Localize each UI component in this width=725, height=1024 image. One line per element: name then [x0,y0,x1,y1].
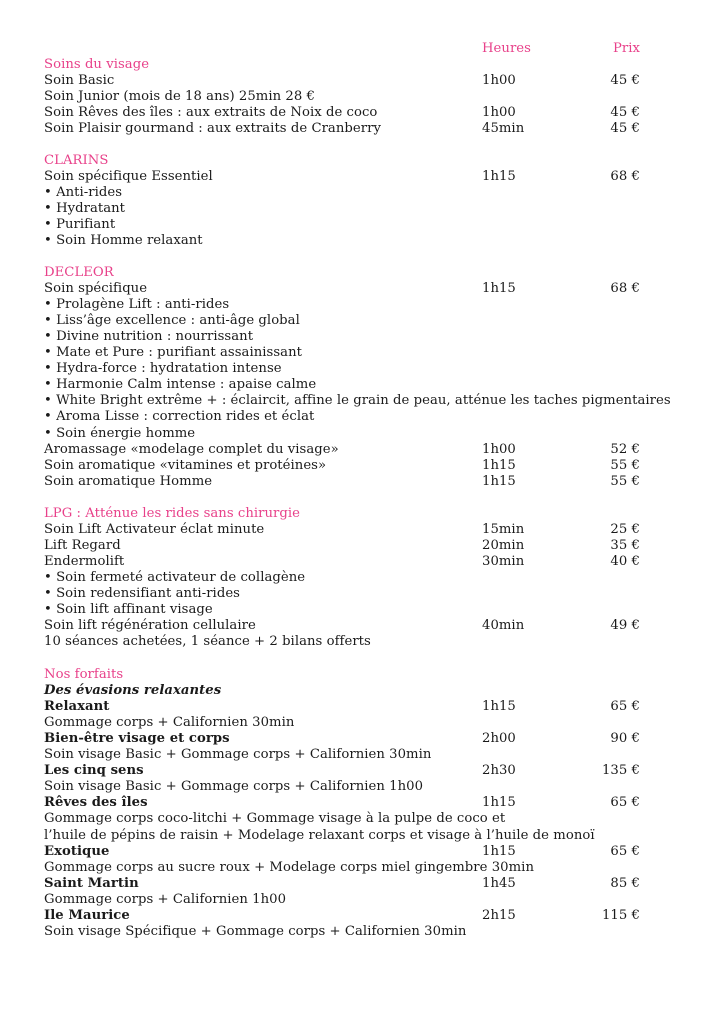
service-duration: 45min [482,121,525,137]
service-duration: 40min [482,618,525,634]
service-name: • Mate et Pure : purifiant assainissant [44,345,302,361]
service-price: 115 € [601,907,640,923]
service-row [44,458,640,474]
service-duration: 1h15 [482,169,516,185]
service-row [44,618,640,634]
section-title: LPG : Atténue les rides sans chirurgie [44,506,301,521]
service-price: 52 € [610,441,640,457]
service-duration: 1h00 [482,73,516,89]
service-name: Exotique [44,843,110,859]
service-duration: 30min [482,554,525,570]
section-title: Soins du visage [44,57,150,72]
service-row [44,217,640,233]
service-name: Soin Plaisir gourmand : aux extraits de Cranberry [44,121,381,137]
service-row [44,699,640,715]
service-name: • Purifiant [44,217,116,233]
service-row [44,121,640,137]
service-row [44,908,640,924]
service-duration: 1h00 [482,105,516,121]
service-name: Soin Junior (mois de 18 ans) 25min 28 € [44,89,315,105]
service-price: 65 € [610,843,640,859]
service-row [44,586,640,602]
service-row [44,281,640,297]
service-name: • Soin énergie homme [44,425,196,441]
service-row [44,474,640,490]
service-price: 25 € [610,522,640,538]
service-name: Soin Rêves des îles : aux extraits de Noix de coco [44,105,378,121]
service-price: 68 € [610,169,640,185]
service-duration: 1h15 [482,843,516,859]
service-name: • Hydratant [44,201,126,217]
service-row [44,329,640,345]
service-row [44,201,640,217]
service-row [44,169,640,185]
package-description: Gommage corps au sucre roux + Modelage corps miel gingembre 30min [44,859,534,875]
service-duration: 1h15 [482,795,516,811]
service-name: Soin aromatique Homme [44,473,213,489]
service-duration: 1h45 [482,875,516,891]
section-title: DECLEOR [44,265,114,280]
service-row [44,409,640,425]
service-duration: 1h15 [482,281,516,297]
service-name: Soin spécifique Essentiel [44,169,213,185]
service-name: Soin spécifique [44,281,148,297]
service-name: Soin Basic [44,73,115,89]
service-row [44,185,640,201]
service-row [44,570,640,586]
service-duration: 20min [482,538,525,554]
service-duration: 2h00 [482,731,516,747]
service-name: Soin Lift Activateur éclat minute [44,522,265,538]
service-row [44,602,640,618]
service-name: Soin lift régénération cellulaire [44,618,256,634]
package-description: l’huile de pépins de raisin + Modelage relaxant corps et visage à l’huile de monoï [44,827,595,843]
service-row [44,442,640,458]
section-subtitle: Des évasions relaxantes [44,683,222,699]
service-name: Aromassage «modelage complet du visage» [44,441,339,457]
service-row [44,763,640,779]
prix-header: Prix [613,41,641,56]
package-description: Gommage corps coco-litchi + Gommage visage à la pulpe de coco et [44,811,506,827]
service-row [44,233,640,249]
service-duration: 1h15 [482,699,516,715]
service-name: • Aroma Lisse : correction rides et éclat [44,409,315,425]
service-name: • Soin lift affinant visage [44,602,213,618]
service-name: • Hydra-force : hydratation intense [44,361,282,377]
service-price: 40 € [610,554,640,570]
service-row [44,554,640,570]
service-row [44,634,640,650]
service-price: 135 € [601,763,640,779]
service-row [44,522,640,538]
service-price: 65 € [610,795,640,811]
service-name: Rêves des îles [44,795,148,811]
service-name: 10 séances achetées, 1 séance + 2 bilans offerts [44,634,371,650]
service-row [44,297,640,313]
service-price: 49 € [610,618,640,634]
service-row [44,731,640,747]
service-row [44,795,640,811]
service-name: Soin aromatique «vitamines et protéines» [44,457,327,473]
service-price: 35 € [610,538,640,554]
service-row [44,393,671,409]
service-row [44,876,640,892]
service-name: • Divine nutrition : nourrissant [44,329,254,345]
service-price: 45 € [610,73,640,89]
service-row [44,105,640,121]
service-price: 65 € [610,699,640,715]
service-name: • Anti-rides [44,185,123,201]
service-name: Ile Maurice [44,907,130,923]
service-price: 68 € [610,281,640,297]
package-description: Soin visage Spécifique + Gommage corps + Californien 30min [44,923,467,939]
service-name: Saint Martin [44,875,139,891]
service-name: • Soin fermeté activateur de collagène [44,570,306,586]
service-name: • White Bright extrême + : éclaircit, affine le grain de peau, atténue les taches pigmentaires [44,393,671,409]
service-row [44,361,640,377]
service-row [44,89,640,105]
service-duration: 1h15 [482,473,516,489]
service-name: Les cinq sens [44,763,144,779]
service-row [44,538,640,554]
service-price: 45 € [610,121,640,137]
service-duration: 1h00 [482,441,516,457]
service-row [44,426,640,442]
package-description: Gommage corps + Californien 1h00 [44,891,287,907]
service-duration: 15min [482,522,525,538]
section-title: CLARINS [44,153,109,168]
service-name: • Soin redensifiant anti-rides [44,586,240,602]
heures-header: Heures [482,41,531,56]
service-price: 90 € [610,731,640,747]
service-duration: 2h30 [482,763,516,779]
service-name: • Soin Homme relaxant [44,233,203,249]
package-description: Soin visage Basic + Gommage corps + Californien 1h00 [44,779,424,795]
service-row [44,345,640,361]
package-description: Gommage corps + Californien 30min [44,715,295,731]
service-price: 85 € [610,875,640,891]
service-row [44,313,640,329]
service-name: • Liss’âge excellence : anti-âge global [44,313,300,329]
service-price: 55 € [610,473,640,489]
section-title: Nos forfaits [44,667,124,682]
package-description: Soin visage Basic + Gommage corps + Californien 30min [44,747,432,763]
service-name: Bien-être visage et corps [44,731,230,747]
service-name: Relaxant [44,699,110,715]
service-price: 55 € [610,457,640,473]
service-row [44,844,640,860]
service-row [44,73,640,89]
service-name: • Harmonie Calm intense : apaise calme [44,377,317,393]
service-name: Lift Regard [44,538,121,554]
service-duration: 2h15 [482,907,516,923]
service-price: 45 € [610,105,640,121]
service-name: • Prolagène Lift : anti-rides [44,297,230,313]
service-duration: 1h15 [482,457,516,473]
service-name: Endermolift [44,554,125,570]
service-row [44,377,640,393]
